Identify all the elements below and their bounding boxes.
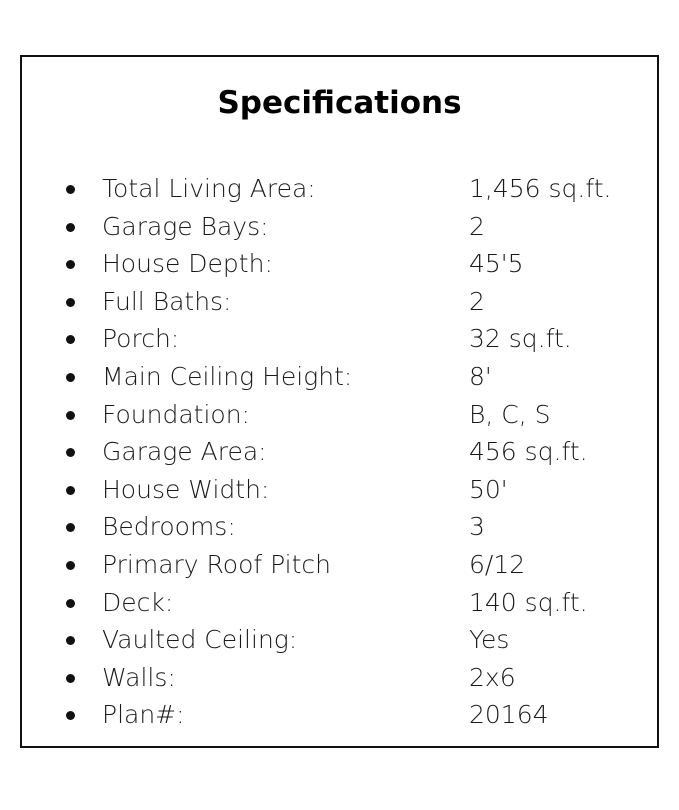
spec-label: Total Living Area:	[102, 174, 316, 203]
spec-value: 456 sq.ft.	[469, 437, 588, 467]
spec-row	[22, 471, 657, 509]
spec-row	[22, 170, 657, 208]
spec-label: House Width:	[102, 474, 270, 504]
spec-row	[22, 546, 657, 584]
spec-row	[22, 358, 657, 396]
spec-label: Bedrooms:	[102, 512, 236, 542]
spec-row	[22, 245, 657, 283]
spec-value: B, C, S	[469, 399, 551, 429]
bullet-icon	[66, 260, 75, 269]
spec-label: Vaulted Ceiling:	[102, 625, 298, 655]
spec-label: Plan#:	[102, 700, 185, 730]
spec-label: Garage Area:	[102, 437, 267, 467]
bullet-icon	[66, 185, 75, 194]
spec-value: 20164	[469, 700, 549, 730]
bullet-icon	[66, 561, 75, 570]
spec-row	[22, 396, 657, 434]
spec-row	[22, 584, 657, 622]
spec-value: Yes	[469, 625, 510, 655]
spec-label: Foundation:	[102, 399, 250, 429]
spec-label: Deck:	[102, 587, 174, 617]
spec-value: 45'5	[469, 249, 524, 279]
spec-row	[22, 659, 657, 697]
spec-value: 2	[469, 211, 485, 241]
bullet-icon	[66, 486, 75, 495]
spec-row	[22, 283, 657, 321]
spec-row	[22, 508, 657, 546]
page-title: Specifications	[217, 85, 462, 121]
spec-row	[22, 696, 657, 734]
spec-row	[22, 621, 657, 659]
spec-label: Main Ceiling Height:	[102, 361, 353, 391]
bullet-icon	[66, 448, 75, 457]
spec-value: 3	[469, 512, 485, 542]
spec-value: 2x6	[469, 662, 516, 692]
spec-value: 1,456 sq.ft.	[469, 174, 612, 203]
spec-label: Primary Roof Pitch	[102, 549, 332, 579]
bullet-icon	[66, 223, 75, 232]
spec-label: Porch:	[102, 324, 180, 354]
spec-label: Garage Bays:	[102, 211, 269, 241]
bullet-icon	[66, 523, 75, 532]
spec-list	[22, 170, 657, 734]
specifications-box	[20, 55, 659, 748]
spec-label: House Depth:	[102, 249, 273, 279]
bullet-icon	[66, 711, 75, 720]
bullet-icon	[66, 674, 75, 683]
spec-value: 32 sq.ft.	[469, 324, 572, 354]
bullet-icon	[66, 335, 75, 344]
bullet-icon	[66, 298, 75, 307]
spec-label: Walls:	[102, 662, 176, 692]
bullet-icon	[66, 373, 75, 382]
spec-label: Full Baths:	[102, 286, 232, 316]
bullet-icon	[66, 599, 75, 608]
spec-value: 8'	[469, 361, 492, 391]
spec-value: 2	[469, 286, 485, 316]
spec-value: 6/12	[469, 549, 526, 579]
spec-value: 50'	[469, 474, 508, 504]
bullet-icon	[66, 411, 75, 420]
spec-row	[22, 320, 657, 358]
bullet-icon	[66, 636, 75, 645]
spec-value: 140 sq.ft.	[469, 587, 588, 617]
spec-row	[22, 433, 657, 471]
spec-row	[22, 208, 657, 246]
